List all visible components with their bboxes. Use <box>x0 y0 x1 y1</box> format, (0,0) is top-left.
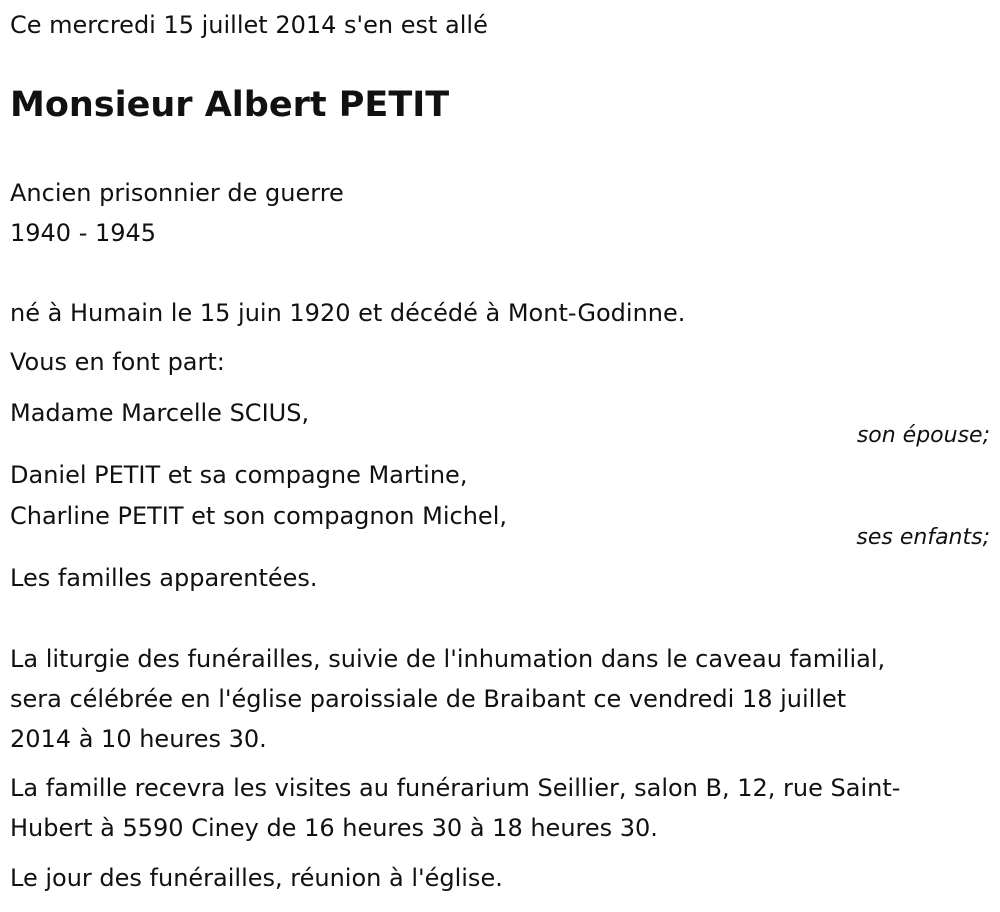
subtitle-line-1: Ancien prisonnier de guerre <box>10 179 344 207</box>
children-role: ses enfants; <box>856 525 990 550</box>
visits-line-1: La famille recevra les visites au funérarium Seillier, salon B, 12, rue Saint- <box>10 774 901 802</box>
intro-text: Ce mercredi 15 juillet 2014 s'en est allé <box>10 11 488 39</box>
subtitle-line-2: 1940 - 1945 <box>10 219 157 247</box>
spouse-name: Madame Marcelle SCIUS, <box>10 399 310 427</box>
child-1-name: Daniel PETIT et sa compagne Martine, <box>10 461 468 489</box>
spouse-role: son épouse; <box>856 423 990 448</box>
child-2-name: Charline PETIT et son compagnon Michel, <box>10 502 507 530</box>
deceased-name: Monsieur Albert PETIT <box>10 85 450 125</box>
announcers-intro: Vous en font part: <box>10 348 225 376</box>
visits-line-2: Hubert à 5590 Ciney de 16 heures 30 à 18 heures 30. <box>10 814 658 842</box>
funeral-line-2: sera célébrée en l'église paroissiale de Braibant ce vendredi 18 juillet <box>10 685 847 713</box>
relatives-text: Les familles apparentées. <box>10 564 318 592</box>
funeral-line-1: La liturgie des funérailles, suivie de l'inhumation dans le caveau familial, <box>10 645 886 673</box>
meeting-text: Le jour des funérailles, réunion à l'église. <box>10 864 503 892</box>
funeral-line-3: 2014 à 10 heures 30. <box>10 725 267 753</box>
birth-death-text: né à Humain le 15 juin 1920 et décédé à Mont-Godinne. <box>10 299 686 327</box>
